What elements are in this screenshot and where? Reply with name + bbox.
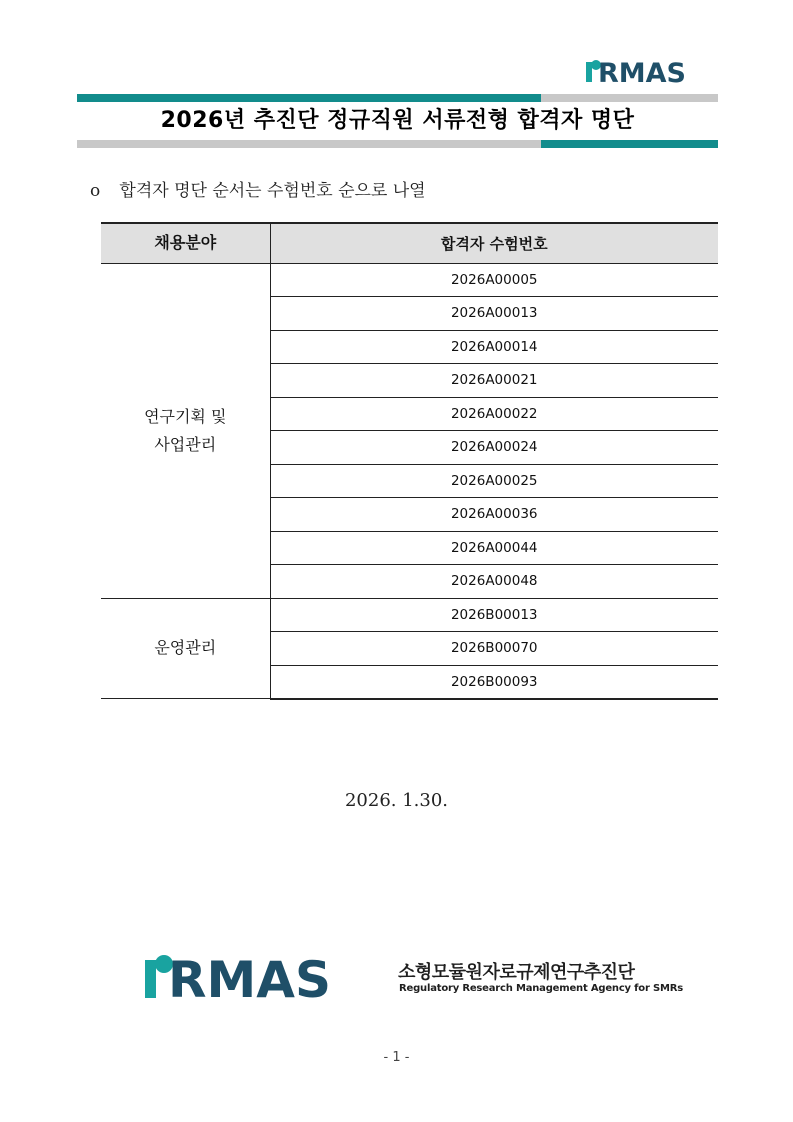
org-name-korean: 소형모듈원자로규제연구추진단 <box>398 962 635 983</box>
exam-number-cell: 2026A00021 <box>270 364 718 398</box>
exam-number-cell: 2026A00005 <box>270 263 718 297</box>
exam-number-cell: 2026A00022 <box>270 397 718 431</box>
page-number: - 1 - <box>383 1050 410 1065</box>
svg-text:RMAS: RMAS <box>168 951 331 1002</box>
field-label: 운영관리 <box>154 638 217 658</box>
header-field: 채용분야 <box>101 223 270 263</box>
exam-number-cell: 2026A00025 <box>270 464 718 498</box>
title-bar-top-gray <box>541 94 718 102</box>
exam-number-cell: 2026A00048 <box>270 565 718 599</box>
title-bar-bottom-accent <box>541 140 718 148</box>
note-text: 합격자 명단 순서는 수험번호 순으로 나열 <box>119 181 426 201</box>
rmas-logo-top <box>584 56 718 86</box>
announcement-date: 2026. 1.30. <box>344 790 449 811</box>
field-cell <box>101 598 270 699</box>
exam-number-cell: 2026A00014 <box>270 330 718 364</box>
svg-text:RMAS: RMAS <box>598 58 687 86</box>
title-bar-top-accent <box>77 94 541 102</box>
title-bar-bottom-gray <box>77 140 541 148</box>
org-name-english: Regulatory Research Management Agency for SMRs <box>399 983 683 994</box>
exam-number-cell: 2026A00013 <box>270 297 718 331</box>
rmas-logo-bottom <box>142 950 392 1002</box>
exam-number-cell: 2026A00044 <box>270 531 718 565</box>
field-label: 연구기획 및 <box>144 406 227 426</box>
results-table <box>101 222 718 700</box>
field-cell <box>101 263 270 598</box>
exam-number-cell: 2026B00013 <box>270 598 718 632</box>
exam-number-cell: 2026A00024 <box>270 431 718 465</box>
page-title: 2026년 추진단 정규직원 서류전형 합격자 명단 <box>160 108 635 133</box>
table-row <box>101 263 718 297</box>
header-exam-number: 합격자 수험번호 <box>270 223 718 263</box>
exam-number-cell: 2026B00070 <box>270 632 718 666</box>
note-bullet: o <box>90 181 101 201</box>
table-header-row <box>101 223 718 263</box>
table-row <box>101 598 718 632</box>
field-label: 사업관리 <box>154 434 217 454</box>
exam-number-cell: 2026A00036 <box>270 498 718 532</box>
ordering-note <box>90 176 426 201</box>
exam-number-cell: 2026B00093 <box>270 665 718 699</box>
